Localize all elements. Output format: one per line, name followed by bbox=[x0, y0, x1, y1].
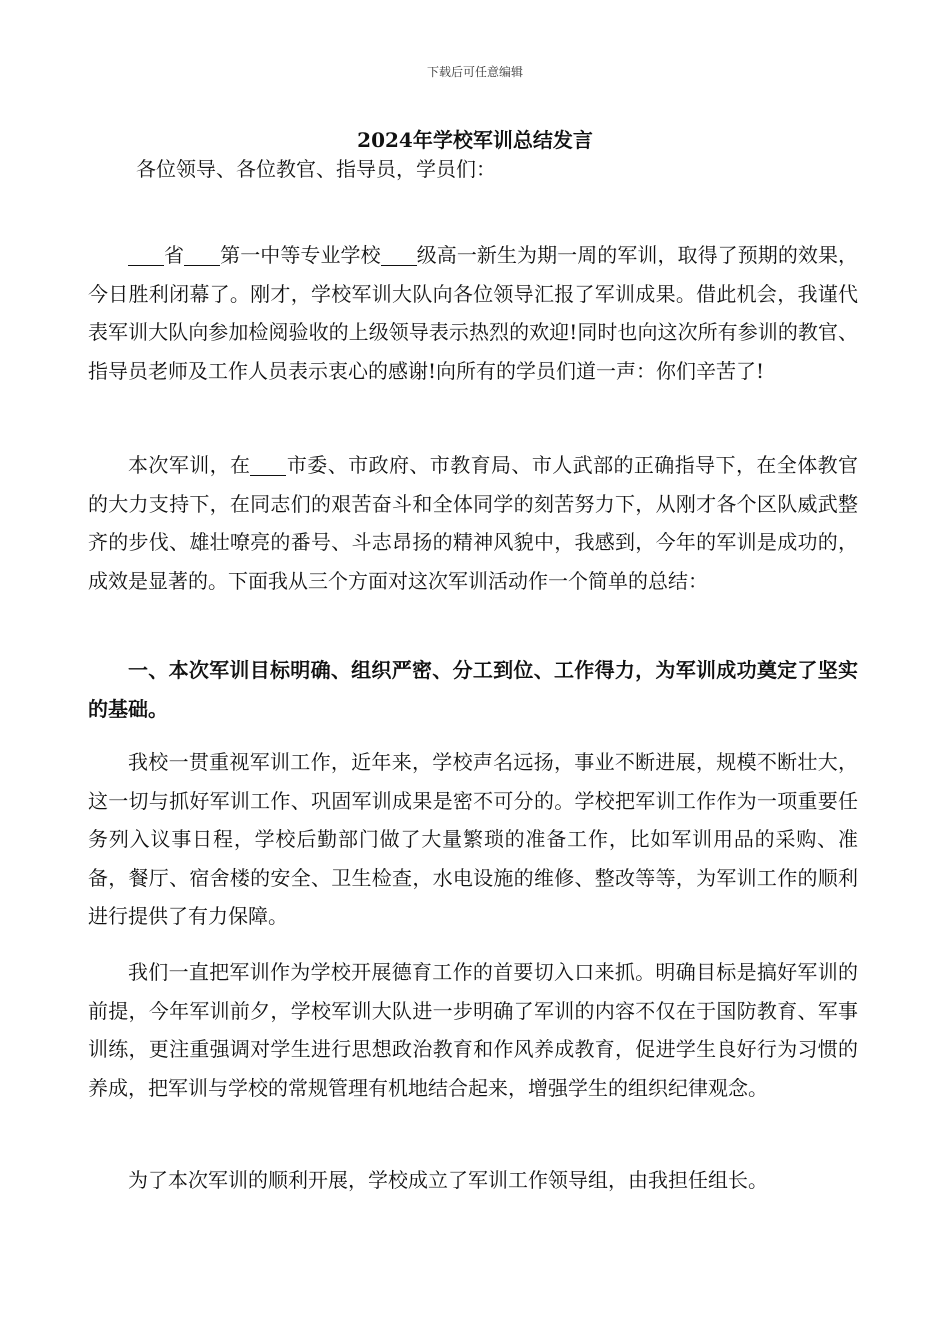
paragraph-goals: 我们一直把军训作为学校开展德育工作的首要切入口来抓。明确目标是搞好军训的前提，今年军训前夕，学校军训大队进一步明确了军训的内容不仅在于国防教育、军事训练，更注重强调对学生进行思想政治教育和作风养成教育，促进学生良好行为习惯的养成，把军训与学校的常规管理有机地结合起来，增强学生的组织纪律观念。 bbox=[88, 960, 858, 1100]
paragraph-leadership: 为了本次军训的顺利开展，学校成立了军训工作领导组，由我担任组长。 bbox=[128, 1168, 768, 1192]
paragraph-overview bbox=[88, 446, 858, 600]
paragraph-text: 市委、市政府、市教育局、市人武部的正确指导下，在全体教官的大力支持下，在同志们的艰苦奋斗和全体同学的刻苦努力下，从刚才各个区队威武整齐的步伐、雄壮嘹亮的番号、斗志昂扬的精神风貌中，我感到，今年的军训是成功的，成效是显著的。下面我从三个方面对这次军训活动作一个简单的总结： bbox=[88, 453, 859, 593]
section-heading: 一、本次军训目标明确、组织严密、分工到位、工作得力，为军训成功奠定了坚实的基础。 bbox=[88, 658, 858, 721]
header-note: 下载后可任意编辑 bbox=[426, 65, 523, 79]
blank-line bbox=[250, 455, 286, 476]
paragraph-text: 级高一新生为期一周的军训，取得了预期的效果，今日胜利闭幕了。刚才，学校军训大队向各位领导汇报了军训成果。借此机会，我谨代表军训大队向参加检阅验收的上级领导表示热烈的欢迎!同时也向这次所有参训的教官、指导员老师及工作人员表示衷心的感谢!向所有的学员们道一声：你们辛苦了! bbox=[88, 243, 859, 383]
paragraph-text: 本次军训，在 bbox=[128, 453, 251, 477]
paragraph-text: 第一中等专业学校 bbox=[220, 243, 381, 267]
document-title: 2024年学校军训总结发言 bbox=[357, 128, 593, 152]
paragraph-opening bbox=[88, 236, 858, 390]
salutation: 各位领导、各位教官、指导员，学员们： bbox=[136, 157, 496, 181]
paragraph-text: 省 bbox=[164, 243, 185, 267]
paragraph-preparation: 我校一贯重视军训工作，近年来，学校声名远扬，事业不断进展，规模不断壮大，这一切与抓好军训工作、巩固军训成果是密不可分的。学校把军训工作作为一项重要任务列入议事日程，学校后勤部门做了大量繁琐的准备工作，比如军训用品的采购、准备，餐厅、宿舍楼的安全、卫生检查，水电设施的维修、整改等等，为军训工作的顺利进行提供了有力保障。 bbox=[88, 750, 858, 929]
blank-line bbox=[381, 245, 417, 266]
blank-line bbox=[128, 245, 164, 266]
blank-line bbox=[184, 245, 220, 266]
